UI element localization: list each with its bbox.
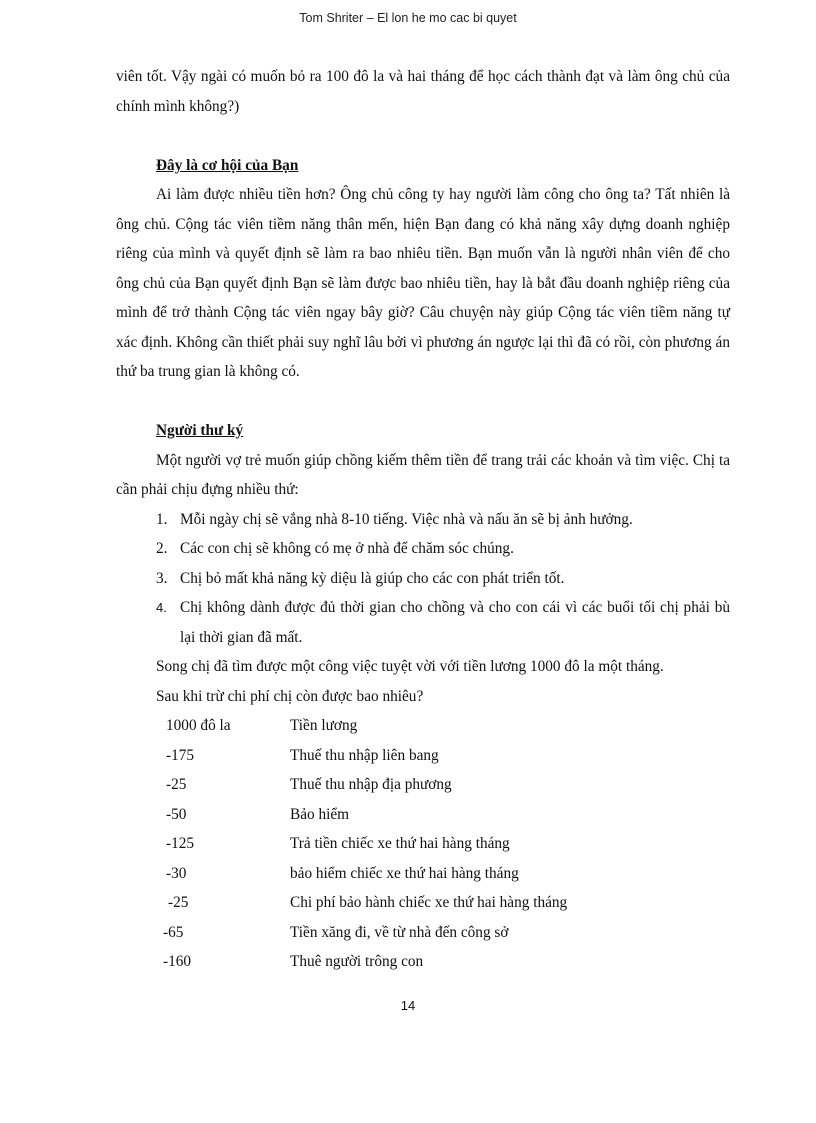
list-number: 2. xyxy=(156,540,168,557)
budget-description: Tiền xăng đi, về từ nhà đến công sở xyxy=(290,923,509,941)
list-text: Mỗi ngày chị sẽ vắng nhà 8-10 tiếng. Việc nhà và nấu ăn sẽ bị ảnh hưởng. xyxy=(180,510,633,528)
running-header: Tom Shriter – El lon he mo cac bi quyet xyxy=(299,11,517,25)
list-number: 4. xyxy=(156,600,167,615)
budget-description: Thuế thu nhập địa phương xyxy=(290,776,452,793)
table-row xyxy=(116,859,730,889)
page-content xyxy=(116,62,730,977)
table-row xyxy=(116,711,730,741)
budget-amount: -50 xyxy=(166,805,187,823)
section-body-opportunity: Ai làm được nhiều tiền hơn? Ông chủ công ty hay người làm công cho ông ta? Tất nhiên là ông chủ. Cộng tác viên tiềm năng thân mến, hiện Bạn đang có khả năng xây dựng doanh nghiệp riêng của mình và quyết định sẽ làm ra bao nhiêu tiền. Bạn muốn vẫn là người nhân viên để cho ông chủ của Bạn quyết định Bạn sẽ làm được bao nhiêu tiền, hay là bắt đầu doanh nghiệp riêng của mình để trở thành Cộng tác viên ngay bây giờ? Câu chuyện này giúp Cộng tác viên tiềm năng tự xác định. Không cần thiết phải suy nghĩ lâu bởi vì phương án ngược lại thì đã có rồi, còn phương án thứ ba trung gian là không có. xyxy=(116,186,730,380)
budget-amount: -160 xyxy=(163,953,192,970)
table-row xyxy=(116,829,730,859)
list-item xyxy=(116,564,730,594)
section-body-secretary: Một người vợ trẻ muốn giúp chồng kiếm thêm tiền để trang trải các khoản và tìm việc. Chị ta cần phải chịu đựng nhiều thứ: xyxy=(116,451,730,498)
question-sentence: Sau khi trừ chi phí chị còn được bao nhiêu? xyxy=(156,687,424,705)
budget-description: Thuế thu nhập liên bang xyxy=(290,746,439,764)
section-heading-secretary: Người thư ký xyxy=(156,422,244,439)
list-item xyxy=(116,534,730,564)
table-row xyxy=(116,947,730,977)
budget-amount: -25 xyxy=(166,776,187,793)
list-number: 1. xyxy=(156,510,168,528)
salary-sentence: Song chị đã tìm được một công việc tuyệt vời với tiền lương 1000 đô la một tháng. xyxy=(156,658,664,675)
budget-amount: -65 xyxy=(163,923,184,941)
budget-amount: -175 xyxy=(166,746,195,764)
budget-amount: -25 xyxy=(168,894,189,911)
table-row xyxy=(116,800,730,830)
list-text: Chị bỏ mất khả năng kỳ diệu là giúp cho các con phát triển tốt. xyxy=(180,569,565,587)
budget-amount: -125 xyxy=(166,835,195,852)
budget-description: Bảo hiểm xyxy=(290,805,350,823)
budget-table xyxy=(116,711,730,977)
table-row xyxy=(116,741,730,771)
list-item xyxy=(116,505,730,535)
budget-description: bảo hiểm chiếc xe thứ hai hàng tháng xyxy=(290,864,519,882)
budget-description: Tiền lương xyxy=(290,717,358,734)
budget-description: Chi phí bảo hành chiếc xe thứ hai hàng tháng xyxy=(290,894,568,911)
list-number: 3. xyxy=(156,569,168,587)
list-text: Chị không dành được đủ thời gian cho chồng và cho con cái vì các buổi tối chị phải bù lại thời gian đã mất. xyxy=(180,599,730,646)
table-row xyxy=(116,888,730,918)
budget-description: Thuê người trông con xyxy=(290,953,424,970)
budget-amount: 1000 đô la xyxy=(166,717,231,734)
page-number: 14 xyxy=(400,998,416,1013)
hardship-list xyxy=(116,505,730,653)
budget-amount: -30 xyxy=(166,864,187,882)
budget-description: Trả tiền chiếc xe thứ hai hàng tháng xyxy=(290,835,510,852)
list-text: Các con chị sẽ không có mẹ ở nhà để chăm sóc chúng. xyxy=(180,540,514,557)
list-item xyxy=(116,593,730,652)
intro-paragraph: viên tốt. Vậy ngài có muốn bỏ ra 100 đô la và hai tháng để học cách thành đạt và làm ông chủ của chính mình không?) xyxy=(116,68,730,115)
table-row xyxy=(116,770,730,800)
section-heading-opportunity: Đây là cơ hội của Bạn xyxy=(156,156,299,174)
table-row xyxy=(116,918,730,948)
